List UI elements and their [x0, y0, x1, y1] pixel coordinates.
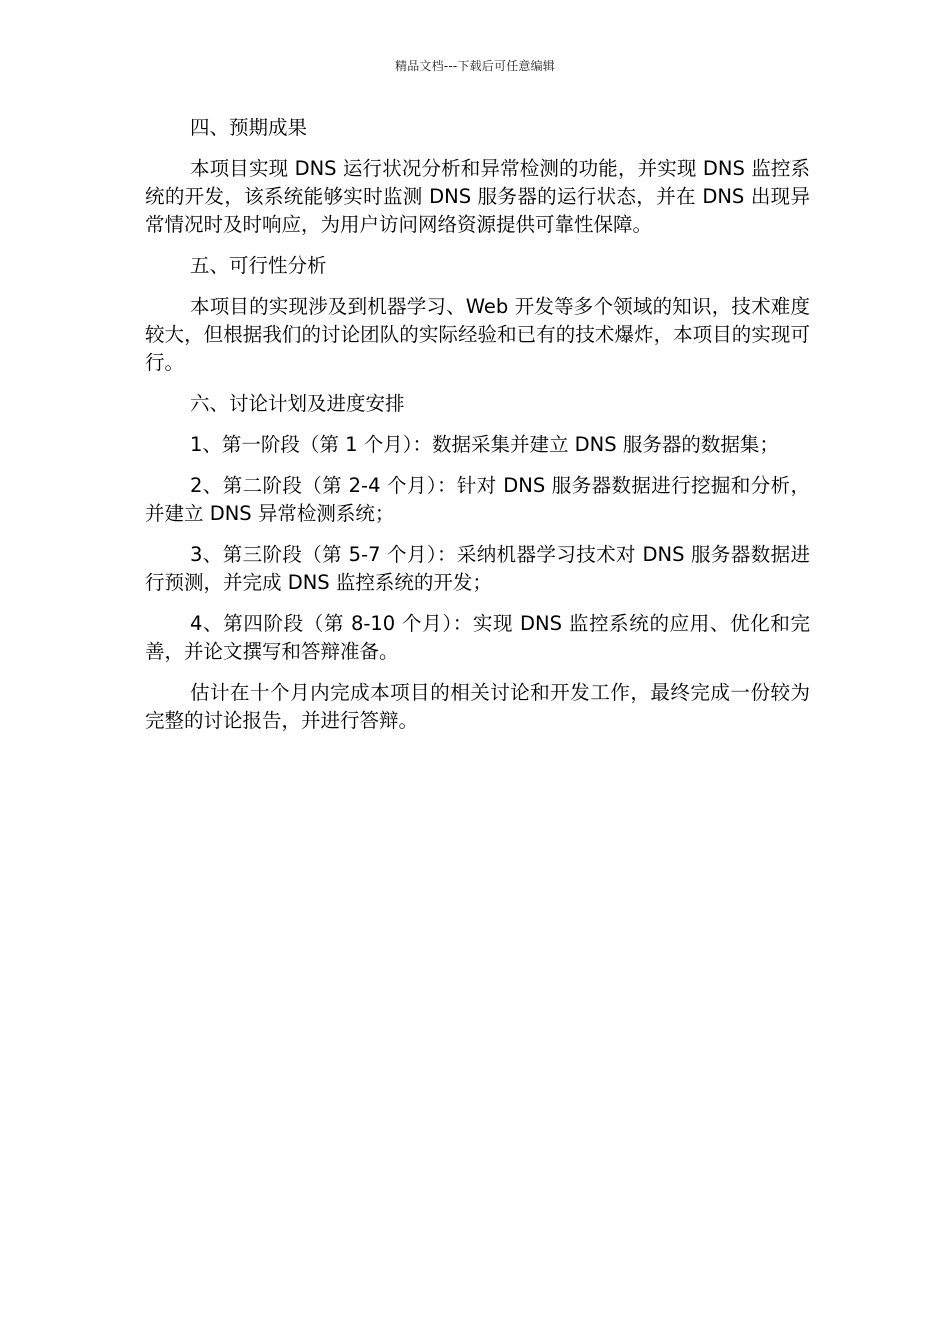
paragraph-schedule-summary: 估计在十个月内完成本项目的相关讨论和开发工作，最终完成一份较为完整的讨论报告，并进行答辩。 — [145, 681, 810, 732]
section-heading-schedule: 六、讨论计划及进度安排 — [190, 392, 405, 415]
schedule-item-phase-3: 3、第三阶段（第 5-7 个月）：采纳机器学习技术对 DNS 服务器数据进行预测，并完成 DNS 监控系统的开发； — [145, 543, 810, 594]
section-heading-feasibility: 五、可行性分析 — [190, 254, 327, 277]
schedule-item-phase-2: 2、第二阶段（第 2-4 个月）：针对 DNS 服务器数据进行挖掘和分析，并建立 DNS 异常检测系统； — [145, 474, 810, 525]
document-body — [145, 114, 810, 748]
section-heading-expected-results: 四、预期成果 — [190, 116, 308, 139]
paragraph-expected-results: 本项目实现 DNS 运行状况分析和异常检测的功能，并实现 DNS 监控系统的开发，该系统能够实时监测 DNS 服务器的运行状态，并在 DNS 出现异常情况时及时响应，为用户访问网络资源提供可靠性保障。 — [145, 157, 810, 236]
header-note: 精品文档---下载后可任意编辑 — [395, 59, 555, 73]
paragraph-feasibility: 本项目的实现涉及到机器学习、Web 开发等多个领域的知识，技术难度较大，但根据我们的讨论团队的实际经验和已有的技术爆炸，本项目的实现可行。 — [145, 295, 810, 374]
schedule-item-phase-4: 4、第四阶段（第 8-10 个月）：实现 DNS 监控系统的应用、优化和完善，并论文撰写和答辩准备。 — [145, 612, 810, 663]
schedule-item-phase-1: 1、第一阶段（第 1 个月）：数据采集并建立 DNS 服务器的数据集； — [190, 433, 779, 456]
